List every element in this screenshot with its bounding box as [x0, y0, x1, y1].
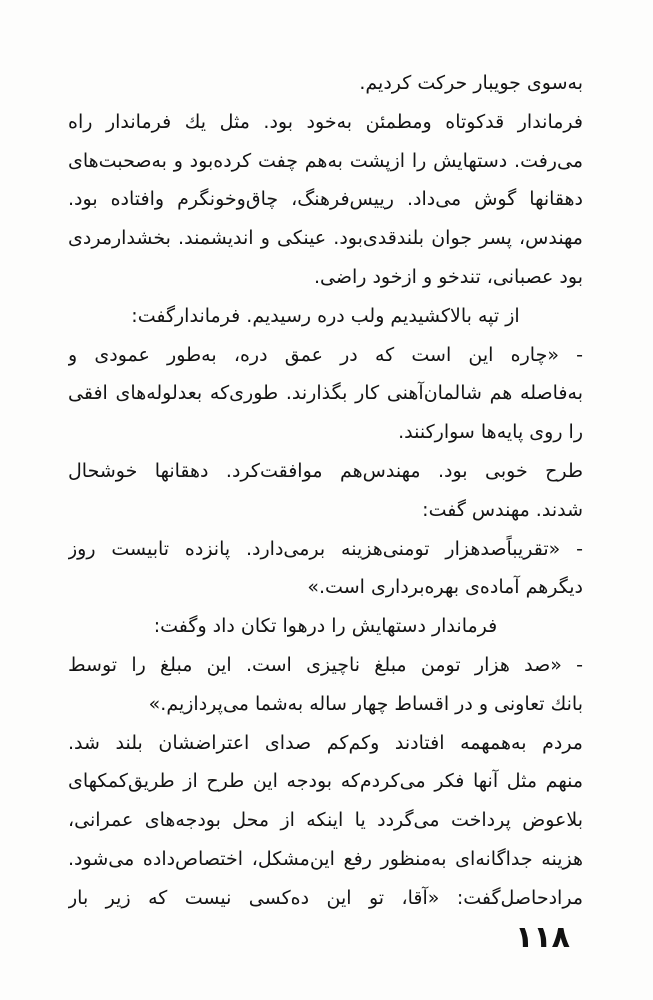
text-line-6: بود عصبانی، تندخو و ازخود راضی.	[313, 265, 583, 288]
text-line-15: فرماندار دستهایش را درهوا تکان داد وگفت:	[153, 615, 498, 638]
text-line-13: - «تقریباًصدهزار تومنی‌هزینه برمی‌دارد. پانزده تابیست روز	[68, 537, 583, 560]
text-line-2: فرماندار قدکوتاه ومطمئن به‌خود بود. مثل یك فرماندار راه	[68, 110, 583, 133]
text-line-10: را روی پایه‌ها سوارکنند.	[398, 421, 583, 444]
body-text	[68, 64, 583, 918]
text-line-19: منهم مثل آنها فکر می‌کردم‌که بودجه این طرح از طریق‌کمکهای	[68, 770, 583, 793]
text-line-4: دهقانها گوش می‌داد. رییس‌فرهنگ، چاق‌وخونگرم وافتاده بود.	[68, 188, 583, 211]
text-line-9: به‌فاصله هم شالمان‌آهنی کار بگذارند. طوری‌که بعدلوله‌های افقی	[68, 382, 583, 405]
text-line-5: مهندس، پسر جوان بلندقدی‌بود. عینکی و اندیشمند. بخشدارمردی	[68, 227, 583, 250]
text-line-16: - «صد هزار تومن مبلغ ناچیزی است. این مبلغ را توسط	[68, 653, 583, 676]
text-line-8: - «چاره این است که در عمق دره، به‌طور عمودی و	[68, 343, 583, 366]
text-line-21: هزینه جداگانه‌ای به‌منظور رفع این‌مشکل، اختصاص‌داده می‌شود.	[68, 847, 583, 870]
text-line-3: می‌رفت. دستهایش را ازپشت به‌هم چفت کرده‌بود و به‌صحبت‌های	[68, 149, 583, 172]
text-line-22: مرادحاصل‌گفت: «آقا، تو این ده‌کسی نیست که زیر بار	[68, 886, 583, 909]
text-line-17: بانك تعاونی و در اقساط چهار ساله به‌شما می‌پردازیم.»	[148, 692, 583, 715]
text-line-18: مردم به‌همهمه افتادند وکم‌کم صدای اعتراضشان بلند شد.	[68, 731, 583, 754]
text-line-14: دیگرهم آماده‌ی بهره‌برداری است.»	[307, 576, 583, 599]
text-line-12: شدند. مهندس گفت:	[422, 498, 583, 521]
text-line-20: بلاعوض پرداخت می‌گردد یا اینکه از محل بودجه‌های عمرانی،	[68, 809, 583, 832]
text-line-7: از تپه بالاکشیدیم ولب دره رسیدیم. فرماندارگفت:	[131, 304, 520, 327]
text-line-11: طرح خوبی بود. مهندس‌هم موافقت‌کرد. دهقانها خوشحال	[68, 459, 583, 482]
page-number: ۱۱۸	[515, 920, 570, 955]
text-line-1: به‌سوی جویبار حرکت کردیم.	[359, 72, 583, 94]
